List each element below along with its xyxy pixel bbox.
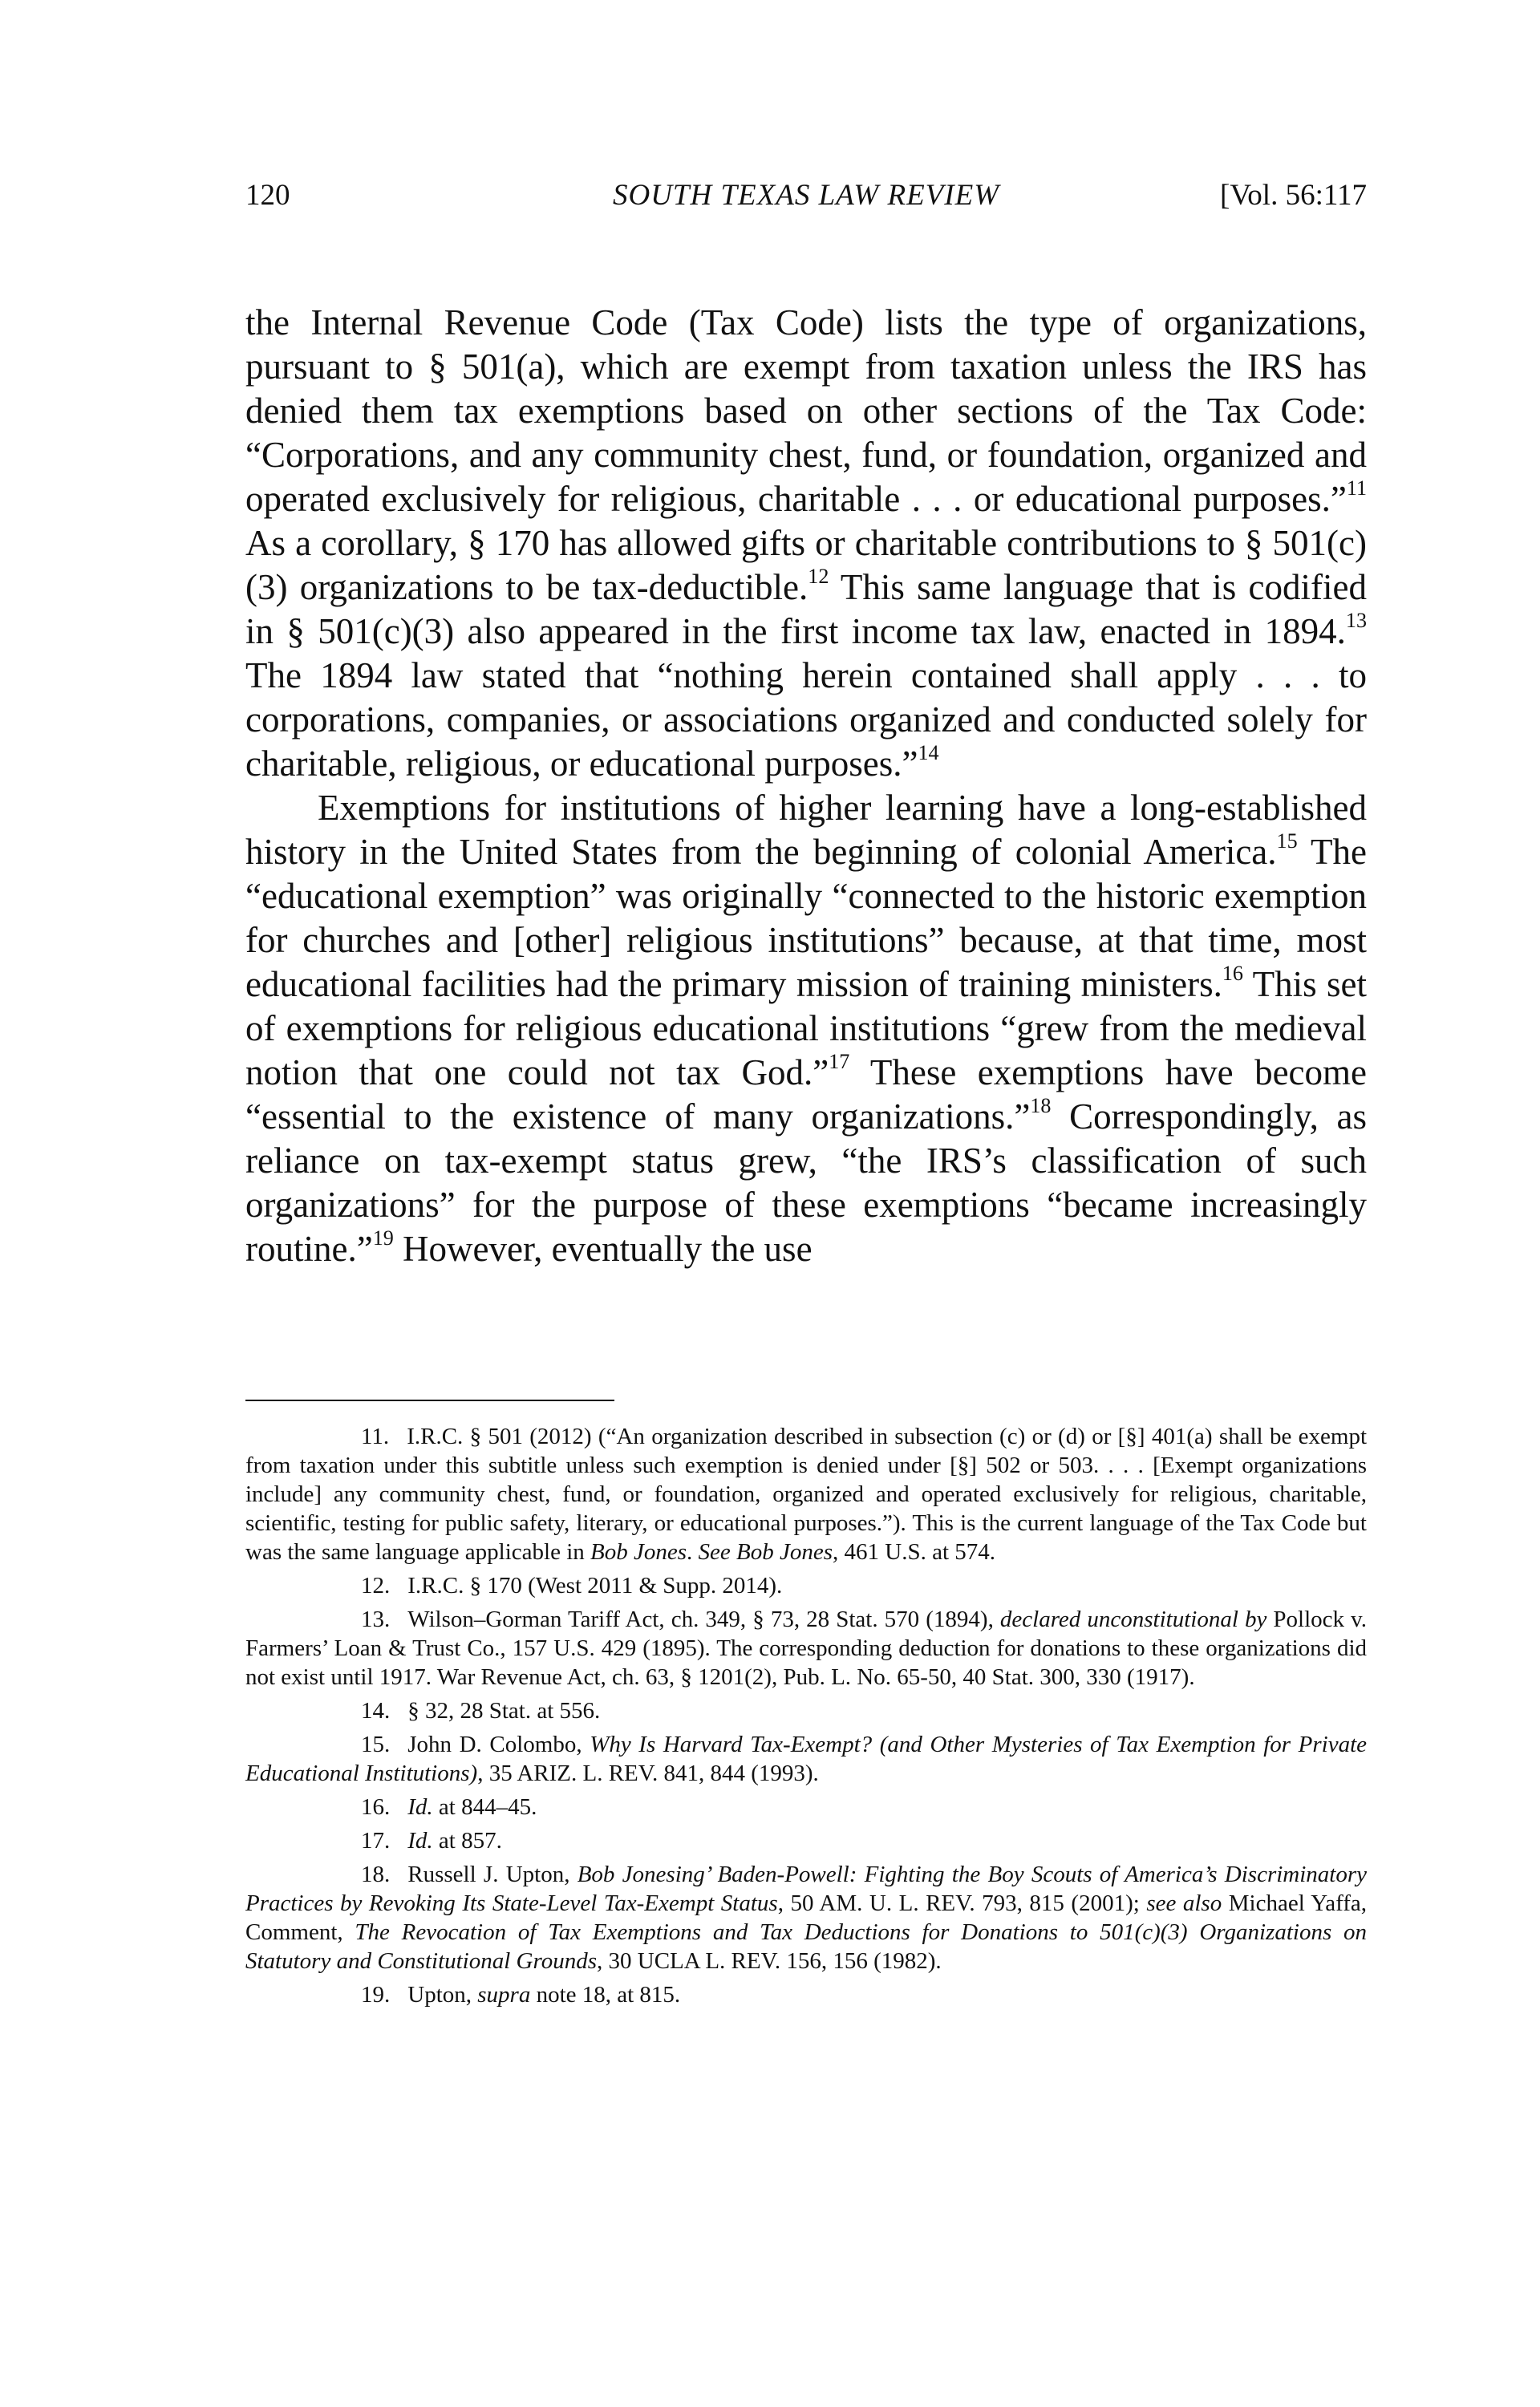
footnote-text: at 844–45. [432,1794,537,1820]
footnote-12 [245,1571,1367,1600]
footnote-17 [245,1826,1367,1855]
footnote-text: Upton, [407,1982,478,2008]
footnote-ref-13: 13 [1345,609,1367,633]
volume-citation: [Vol. 56:117 [1220,179,1367,212]
footnote-text: Pollock v. Farmers’ Loan & Trust Co., 157 U.S. 429 (1895). The corresponding deduction for donations to these organizations did not exist until 1917. War Revenue Act, ch. 63, § 1201(2), Pub. L. No. 65-50, 40 Stat. 300, 330 (1917). [245,1607,1367,1690]
footnote-number: 18. [361,1862,391,1887]
page-number: 120 [245,179,290,212]
footnote-number: 11. [361,1424,390,1449]
p1-text-1: the Internal Revenue Code (Tax Code) lists the type of organizations, pursuant to § 501(a), which are exempt from taxation unless the IRS has denied them tax exemptions based on other sections of the Tax Code: “Corporations, and any community chest, fund, or foundation, organized and operated exclusively for religious, charitable . . . or educational purposes.” [245,302,1367,519]
p1-text-2: As a corollary, § 170 has allowed gifts or charitable contributions to § 501(c)(3) organizations to be tax-deductible. [245,523,1367,607]
footnote-number: 12. [361,1573,391,1599]
footnote-text: at 857. [432,1828,502,1854]
p1-text-3: This same language that is codified in § 501(c)(3) also appeared in the first income tax law, enacted in 1894. [245,567,1367,651]
p1-text-4: The 1894 law stated that “nothing herein contained shall apply . . . to corporations, companies, or associations organized and conducted solely for charitable, religious, or educational purposes.” [245,655,1367,784]
footnote-text: , 461 U.S. at 574. [833,1539,996,1565]
journal-title: SOUTH TEXAS LAW REVIEW [612,179,1000,212]
p2-text-3: This set of exemptions for religious educational institutions “grew from the medieval notion that one could not tax God.” [245,964,1367,1092]
footnote-text: § 32, 28 Stat. at 556. [407,1698,601,1724]
p2-text-5: Correspondingly, as reliance on tax-exempt status grew, “the IRS’s classification of such organizations” for the purpose of these exemptions “became increasingly routine.” [245,1096,1367,1269]
footnote-ref-12: 12 [808,565,829,589]
footnote-text: Russell J. Upton, [407,1862,578,1887]
paragraph-2 [245,786,1367,1271]
footnote-text: , 50 AM. U. L. REV. 793, 815 (2001); [777,1890,1147,1916]
footnote-number: 17. [361,1828,391,1854]
footnote-number: 14. [361,1698,391,1724]
p2-text-2: The “educational exemption” was originally “connected to the historic exemption for churches and [other] religious institutions” because, at that time, most educational facilities had the primary mission of training ministers. [245,832,1367,1004]
footnote-text: John D. Colombo, [407,1732,590,1757]
footnote-ref-19: 19 [372,1226,394,1250]
running-header [245,178,1367,226]
footnote-italic: Bob Jones [590,1539,687,1565]
p2-text-6: However, eventually the use [393,1229,813,1269]
footnote-18 [245,1860,1367,1975]
footnote-text: I.R.C. § 170 (West 2011 & Supp. 2014). [407,1573,783,1599]
footnote-13 [245,1605,1367,1692]
footnote-italic: Id. [407,1794,433,1820]
footnote-divider [245,1400,614,1401]
footnote-ref-17: 17 [829,1050,850,1074]
main-text [245,301,1367,1271]
footnote-text: Michael Yaffa, Comment, [245,1890,1368,1945]
footnote-text: . [687,1539,699,1565]
footnote-text: , 30 UCLA L. REV. 156, 156 (1982). [597,1948,942,1974]
paragraph-1 [245,301,1367,786]
footnote-italic: declared unconstitutional by [999,1607,1267,1632]
footnote-italic: supra [477,1982,531,2008]
footnote-16 [245,1793,1367,1821]
footnote-italic: Id. [407,1828,433,1854]
footnote-number: 13. [361,1607,391,1632]
footnote-19 [245,1980,1367,2009]
footnote-text: Wilson–Gorman Tariff Act, ch. 349, § 73, 28 Stat. 570 (1894), [407,1607,1000,1632]
footnote-15 [245,1730,1367,1788]
footnote-italic: see also [1146,1890,1222,1916]
footnotes [245,1422,1367,2014]
footnote-ref-11: 11 [1346,476,1367,500]
p2-text-4: These exemptions have become “essential to the existence of many organizations.” [245,1052,1367,1137]
footnote-italic: Bob Jonesing’ Baden-Powell: Fighting the Boy Scouts of America’s Discriminatory Practices by Revoking Its State-Level Tax-Exempt Status [245,1862,1367,1916]
footnote-italic: The Revocation of Tax Exemptions and Tax Deductions for Donations to 501(c)(3) Organizations on Statutory and Constitutional Grounds [245,1919,1368,1974]
footnote-ref-16: 16 [1222,962,1243,986]
footnote-text: , 35 ARIZ. L. REV. 841, 844 (1993). [477,1761,819,1786]
footnote-number: 16. [361,1794,391,1820]
footnote-italic: Why Is Harvard Tax-Exempt? (and Other Mysteries of Tax Exemption for Private Educational Institutions) [245,1732,1367,1786]
footnote-text: I.R.C. § 501 (2012) (“An organization described in subsection (c) or (d) or [§] 401(a) shall be exempt from taxation under this subtitle unless such exemption is denied under [§] 502 or 503. . . . [Exempt organizations include] any community chest, fund, or foundation, organized and operated exclusively for religious, charitable, scientific, testing for public safety, literary, or educational purposes.”). This is the current language of the Tax Code but was the same language applicable in [245,1424,1367,1565]
footnote-number: 15. [361,1732,391,1757]
footnote-14 [245,1696,1367,1725]
footnote-ref-18: 18 [1030,1094,1052,1118]
footnote-number: 19. [361,1982,391,2008]
footnote-ref-14: 14 [918,741,939,765]
footnote-11 [245,1422,1367,1566]
footnote-text: note 18, at 815. [530,1982,681,2008]
p2-text-1: Exemptions for institutions of higher learning have a long-established history in the United States from the beginning of colonial America. [245,788,1367,872]
footnote-ref-15: 15 [1276,829,1298,853]
footnote-italic: See Bob Jones [698,1539,833,1565]
